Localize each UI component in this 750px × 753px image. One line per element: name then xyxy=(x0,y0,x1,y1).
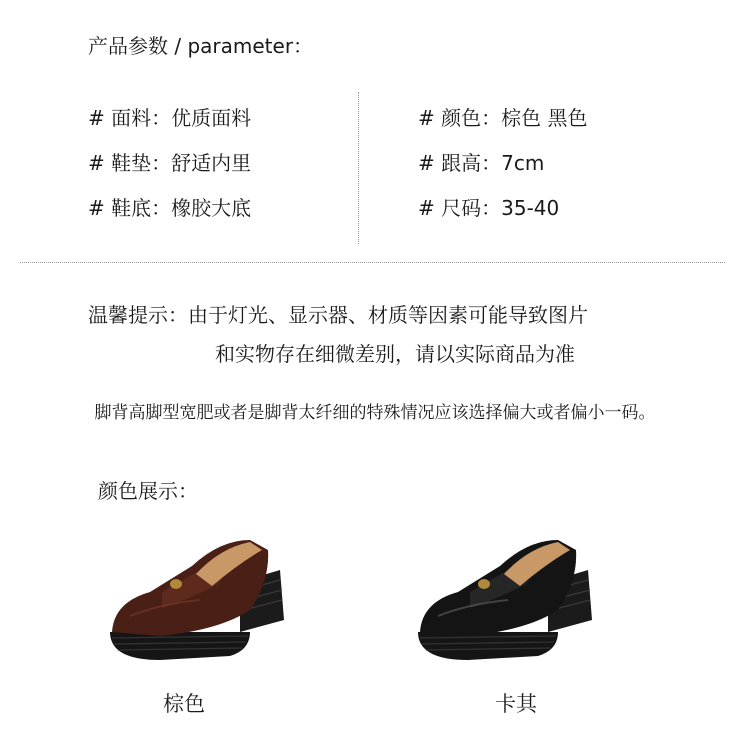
tip-text-2: 和实物存在细微差别，请以实际商品为准 xyxy=(215,342,575,366)
spec-value: 优质面料 xyxy=(171,106,252,130)
colors-title: 颜色展示： xyxy=(98,479,198,503)
spec-fabric xyxy=(88,102,251,131)
spec-label: # 尺码： xyxy=(418,196,502,220)
caption-khaki: 卡其 xyxy=(495,692,537,716)
spec-label: # 鞋垫： xyxy=(88,151,172,175)
page-title: 产品参数 / parameter： xyxy=(88,34,314,58)
spec-label: # 鞋底： xyxy=(88,196,172,220)
tip-line-1 xyxy=(88,299,588,328)
black-shoe-image xyxy=(408,520,608,670)
spec-color xyxy=(418,102,587,131)
tip-label: 温馨提示： xyxy=(88,303,188,327)
spec-label: # 跟高： xyxy=(418,151,502,175)
spec-heel-height xyxy=(418,147,544,176)
horizontal-divider xyxy=(20,262,725,263)
spec-label: # 面料： xyxy=(88,106,172,130)
fit-note: 脚背高脚型宽肥或者是脚背太纤细的特殊情况应该选择偏大或者偏小一码。 xyxy=(94,403,656,423)
spec-value: 舒适内里 xyxy=(171,151,252,175)
spec-sole xyxy=(88,192,251,221)
spec-value: 橡胶大底 xyxy=(171,196,252,220)
brown-shoe-image xyxy=(100,520,300,670)
spec-label: # 颜色： xyxy=(418,106,502,130)
spec-value: 35-40 xyxy=(501,196,560,220)
caption-brown: 棕色 xyxy=(163,692,205,716)
spec-value: 棕色 黑色 xyxy=(501,106,588,130)
vertical-divider xyxy=(358,92,359,244)
spec-size xyxy=(418,192,559,221)
spec-insole xyxy=(88,147,251,176)
tip-text-1: 由于灯光、显示器、材质等因素可能导致图片 xyxy=(188,303,588,327)
spec-value: 7cm xyxy=(501,151,545,175)
